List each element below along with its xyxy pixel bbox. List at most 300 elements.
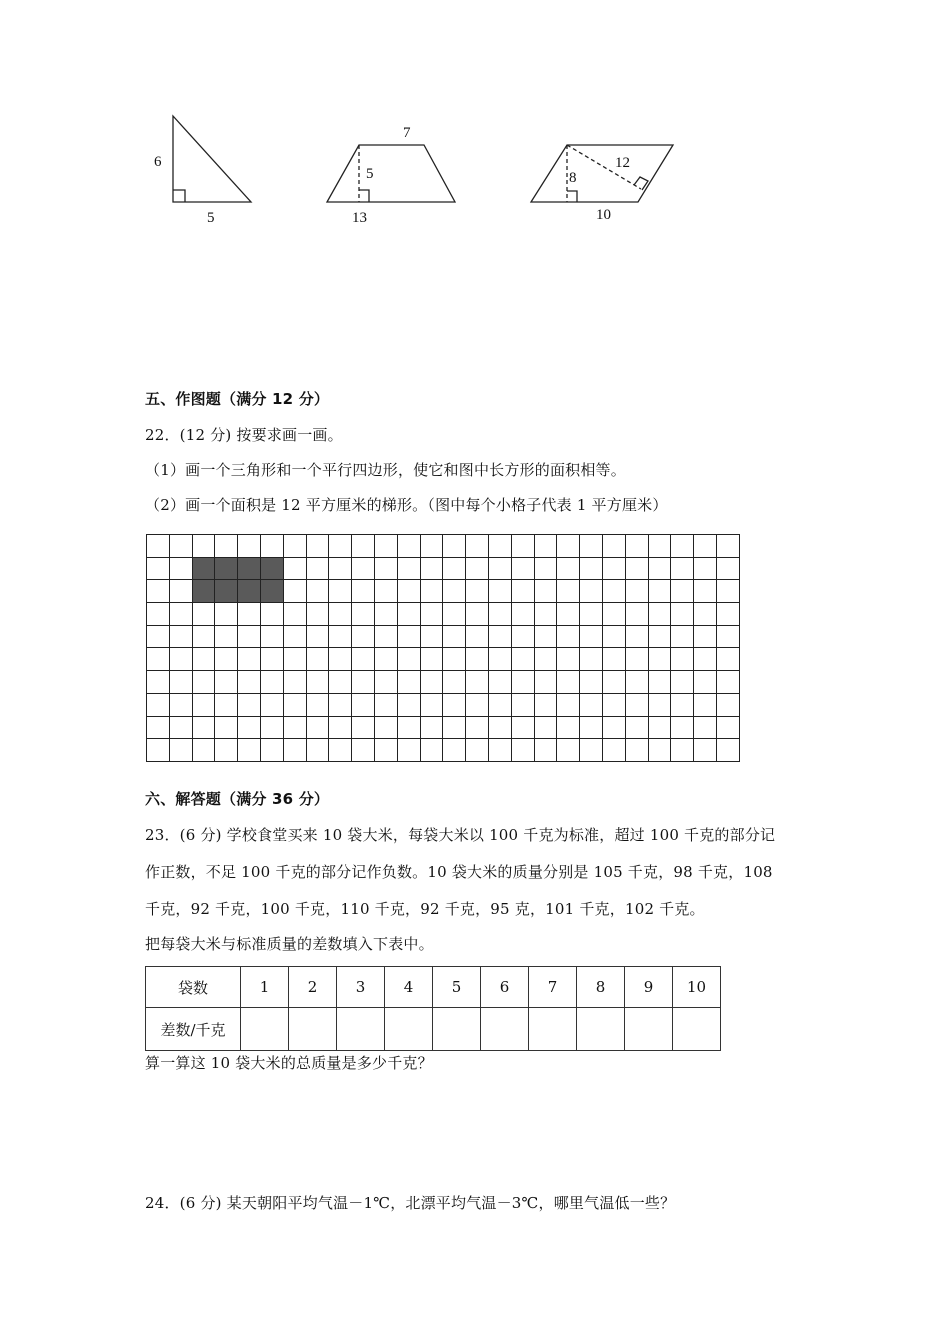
grid-cell[interactable] (352, 717, 375, 740)
q22-part1: （1）画一个三角形和一个平行四边形，使它和图中长方形的面积相等。 (145, 461, 626, 479)
grid-cell[interactable] (147, 648, 170, 671)
grid-cell[interactable] (193, 626, 216, 649)
grid-cell[interactable] (649, 535, 672, 558)
grid-cell[interactable] (466, 694, 489, 717)
grid-cell[interactable] (466, 603, 489, 626)
table-row-difference (146, 1008, 721, 1051)
grid-cell[interactable] (329, 626, 352, 649)
shaded-rectangle-cell[interactable] (215, 580, 238, 603)
grid-cell[interactable] (512, 739, 535, 762)
grid-cell[interactable] (421, 739, 444, 762)
grid-cell[interactable] (170, 603, 193, 626)
grid-cell[interactable] (535, 694, 558, 717)
grid-cell[interactable] (626, 717, 649, 740)
triangle-height-label: 6 (154, 154, 162, 170)
parallelogram-figure (531, 145, 673, 202)
grid-cell[interactable] (352, 603, 375, 626)
grid-cell[interactable] (352, 648, 375, 671)
grid-cell[interactable] (535, 626, 558, 649)
grid-cell[interactable] (512, 535, 535, 558)
grid-cell[interactable] (307, 648, 330, 671)
answer-cell-10[interactable] (673, 1008, 721, 1051)
grid-cell[interactable] (580, 580, 603, 603)
grid-cell[interactable] (398, 671, 421, 694)
grid-cell[interactable] (717, 671, 740, 694)
grid-cell[interactable] (329, 671, 352, 694)
grid-cell[interactable] (375, 535, 398, 558)
geometry-figures (0, 0, 950, 240)
answer-cell-1[interactable] (241, 1008, 289, 1051)
grid-cell[interactable] (307, 626, 330, 649)
grid-cell[interactable] (398, 717, 421, 740)
grid-cell[interactable] (284, 535, 307, 558)
answer-cell-5[interactable] (433, 1008, 481, 1051)
grid-cell[interactable] (170, 717, 193, 740)
answer-cell-2[interactable] (289, 1008, 337, 1051)
grid-cell[interactable] (649, 739, 672, 762)
grid-cell[interactable] (489, 558, 512, 581)
section6-heading: 六、解答题（满分 36 分） (145, 790, 330, 808)
grid-cell[interactable] (170, 558, 193, 581)
grid-cell[interactable] (421, 580, 444, 603)
grid-cell[interactable] (147, 626, 170, 649)
grid-cell[interactable] (147, 580, 170, 603)
grid-cell[interactable] (261, 694, 284, 717)
grid-cell[interactable] (398, 739, 421, 762)
grid-cell[interactable] (215, 535, 238, 558)
grid-cell[interactable] (170, 626, 193, 649)
grid-cell[interactable] (603, 671, 626, 694)
grid-cell[interactable] (649, 580, 672, 603)
grid-cell[interactable] (443, 535, 466, 558)
grid-cell[interactable] (443, 648, 466, 671)
grid-cell[interactable] (193, 648, 216, 671)
grid-cell[interactable] (557, 671, 580, 694)
grid-cell[interactable] (352, 535, 375, 558)
grid-cell[interactable] (671, 717, 694, 740)
grid-cell[interactable] (193, 535, 216, 558)
grid-cell[interactable] (170, 739, 193, 762)
grid-cell[interactable] (398, 535, 421, 558)
parallelogram-base-label: 10 (596, 207, 611, 223)
table-header-difference: 差数/千克 (146, 1008, 241, 1051)
grid-cell[interactable] (717, 648, 740, 671)
grid-cell[interactable] (671, 671, 694, 694)
table-row-bag-number (146, 967, 721, 1008)
grid-cell[interactable] (717, 694, 740, 717)
grid-cell[interactable] (603, 535, 626, 558)
grid-cell[interactable] (489, 648, 512, 671)
q23-question: 算一算这 10 袋大米的总质量是多少千克？ (145, 1054, 433, 1072)
grid-cell[interactable] (466, 717, 489, 740)
grid-cell[interactable] (535, 648, 558, 671)
q23-instruction: 把每袋大米与标准质量的差数填入下表中。 (145, 935, 434, 953)
grid-cell[interactable] (193, 603, 216, 626)
grid-cell[interactable] (626, 580, 649, 603)
grid-cell[interactable] (489, 603, 512, 626)
grid-cell[interactable] (421, 671, 444, 694)
grid-cell[interactable] (443, 580, 466, 603)
grid-cell[interactable] (580, 671, 603, 694)
grid-cell[interactable] (375, 717, 398, 740)
grid-cell[interactable] (352, 580, 375, 603)
answer-cell-3[interactable] (337, 1008, 385, 1051)
grid-cell[interactable] (307, 535, 330, 558)
grid-cell[interactable] (238, 603, 261, 626)
grid-cell[interactable] (147, 671, 170, 694)
grid-cell[interactable] (329, 717, 352, 740)
grid-cell[interactable] (375, 603, 398, 626)
grid-cell[interactable] (512, 671, 535, 694)
grid-cell[interactable] (717, 739, 740, 762)
grid-cell[interactable] (443, 558, 466, 581)
grid-cell[interactable] (352, 739, 375, 762)
grid-cell[interactable] (649, 626, 672, 649)
grid-cell[interactable] (375, 694, 398, 717)
grid-cell[interactable] (626, 739, 649, 762)
difference-table (145, 966, 721, 1051)
grid-cell[interactable] (626, 603, 649, 626)
grid-cell[interactable] (238, 626, 261, 649)
grid-cell[interactable] (603, 580, 626, 603)
grid-cell[interactable] (649, 558, 672, 581)
grid-cell[interactable] (375, 626, 398, 649)
grid-cell[interactable] (329, 603, 352, 626)
grid-cell[interactable] (421, 603, 444, 626)
grid-cell[interactable] (535, 580, 558, 603)
grid-cell[interactable] (512, 558, 535, 581)
grid-cell[interactable] (694, 648, 717, 671)
grid-cell[interactable] (671, 580, 694, 603)
grid-cell[interactable] (466, 558, 489, 581)
grid-cell[interactable] (694, 558, 717, 581)
grid-cell[interactable] (329, 739, 352, 762)
grid-cell[interactable] (671, 739, 694, 762)
grid-cell[interactable] (352, 671, 375, 694)
grid-cell[interactable] (443, 694, 466, 717)
grid-cell[interactable] (512, 648, 535, 671)
grid-cell[interactable] (694, 717, 717, 740)
grid-cell[interactable] (215, 671, 238, 694)
grid-cell[interactable] (443, 671, 466, 694)
grid-cell[interactable] (193, 671, 216, 694)
grid-cell[interactable] (375, 580, 398, 603)
grid-cell[interactable] (580, 626, 603, 649)
table-col-7: 7 (529, 967, 577, 1008)
grid-cell[interactable] (261, 603, 284, 626)
grid-cell[interactable] (489, 535, 512, 558)
grid-cell[interactable] (238, 535, 261, 558)
grid-cell[interactable] (580, 739, 603, 762)
grid-cell[interactable] (489, 580, 512, 603)
grid-cell[interactable] (535, 535, 558, 558)
grid-cell[interactable] (580, 717, 603, 740)
grid-cell[interactable] (147, 603, 170, 626)
grid-cell[interactable] (421, 694, 444, 717)
grid-cell[interactable] (421, 626, 444, 649)
grid-cell[interactable] (626, 626, 649, 649)
answer-cell-4[interactable] (385, 1008, 433, 1051)
grid-cell[interactable] (215, 717, 238, 740)
grid-cell[interactable] (284, 626, 307, 649)
grid-cell[interactable] (557, 694, 580, 717)
trapezoid-bottom-label: 13 (352, 210, 367, 226)
grid-cell[interactable] (284, 558, 307, 581)
grid-cell[interactable] (170, 671, 193, 694)
grid-cell[interactable] (466, 739, 489, 762)
grid-cell[interactable] (512, 603, 535, 626)
grid-cell[interactable] (238, 648, 261, 671)
grid-cell[interactable] (649, 603, 672, 626)
shaded-rectangle-cell[interactable] (238, 580, 261, 603)
grid-cell[interactable] (421, 717, 444, 740)
drawing-grid[interactable] (146, 534, 740, 762)
grid-cell[interactable] (421, 535, 444, 558)
grid-cell[interactable] (649, 648, 672, 671)
grid-cell[interactable] (284, 580, 307, 603)
grid-cell[interactable] (535, 717, 558, 740)
shaded-rectangle-cell[interactable] (238, 558, 261, 581)
grid-cell[interactable] (443, 603, 466, 626)
answer-cell-9[interactable] (625, 1008, 673, 1051)
grid-cell[interactable] (307, 694, 330, 717)
grid-cell[interactable] (284, 694, 307, 717)
grid-cell[interactable] (671, 648, 694, 671)
grid-cell[interactable] (443, 626, 466, 649)
grid-cell[interactable] (557, 603, 580, 626)
grid-cell[interactable] (717, 558, 740, 581)
grid-cell[interactable] (261, 671, 284, 694)
grid-cell[interactable] (398, 603, 421, 626)
grid-cell[interactable] (193, 717, 216, 740)
grid-cell[interactable] (307, 717, 330, 740)
shaded-rectangle-cell[interactable] (193, 558, 216, 581)
grid-cell[interactable] (284, 671, 307, 694)
grid-cell[interactable] (307, 671, 330, 694)
grid-cell[interactable] (717, 535, 740, 558)
grid-cell[interactable] (694, 739, 717, 762)
grid-cell[interactable] (375, 671, 398, 694)
grid-cell[interactable] (535, 671, 558, 694)
trapezoid-top-label: 7 (403, 125, 411, 141)
grid-cell[interactable] (170, 694, 193, 717)
grid-cell[interactable] (580, 535, 603, 558)
grid-cell[interactable] (398, 648, 421, 671)
parallelogram-altitude-label: 12 (615, 155, 630, 171)
grid-cell[interactable] (352, 558, 375, 581)
table-col-8: 8 (577, 967, 625, 1008)
grid-cell[interactable] (329, 694, 352, 717)
grid-cell[interactable] (694, 671, 717, 694)
shaded-rectangle-cell[interactable] (261, 580, 284, 603)
grid-cell[interactable] (398, 580, 421, 603)
grid-cell[interactable] (489, 671, 512, 694)
grid-cell[interactable] (421, 648, 444, 671)
grid-cell[interactable] (284, 603, 307, 626)
grid-cell[interactable] (398, 694, 421, 717)
grid-cell[interactable] (603, 694, 626, 717)
grid-cell[interactable] (671, 694, 694, 717)
grid-cell[interactable] (215, 739, 238, 762)
grid-cell[interactable] (375, 558, 398, 581)
table-col-3: 3 (337, 967, 385, 1008)
grid-cell[interactable] (443, 717, 466, 740)
grid-cell[interactable] (694, 535, 717, 558)
grid-cell[interactable] (329, 535, 352, 558)
grid-cell[interactable] (671, 626, 694, 649)
grid-cell[interactable] (398, 626, 421, 649)
grid-cell[interactable] (694, 694, 717, 717)
grid-cell[interactable] (284, 717, 307, 740)
right-triangle-figure (173, 116, 251, 202)
grid-cell[interactable] (580, 603, 603, 626)
q23-line2: 作正数，不足 100 千克的部分记作负数。10 袋大米的质量分别是 105 千克，98 千克，108 (145, 863, 773, 881)
grid-cell[interactable] (284, 739, 307, 762)
grid-cell[interactable] (489, 626, 512, 649)
section5-heading: 五、作图题（满分 12 分） (145, 390, 330, 408)
grid-cell[interactable] (466, 671, 489, 694)
grid-cell[interactable] (238, 739, 261, 762)
grid-cell[interactable] (421, 558, 444, 581)
grid-cell[interactable] (147, 739, 170, 762)
grid-cell[interactable] (649, 694, 672, 717)
grid-cell[interactable] (170, 580, 193, 603)
grid-cell[interactable] (170, 535, 193, 558)
grid-cell[interactable] (512, 717, 535, 740)
grid-cell[interactable] (603, 626, 626, 649)
grid-cell[interactable] (238, 717, 261, 740)
grid-cell[interactable] (147, 535, 170, 558)
q22-part2: （2）画一个面积是 12 平方厘米的梯形。（图中每个小格子代表 1 平方厘米） (145, 496, 668, 514)
grid-cell[interactable] (466, 580, 489, 603)
grid-cell[interactable] (535, 558, 558, 581)
grid-cell[interactable] (535, 603, 558, 626)
grid-cell[interactable] (626, 558, 649, 581)
grid-cell[interactable] (626, 671, 649, 694)
grid-cell[interactable] (649, 717, 672, 740)
grid-cell[interactable] (671, 558, 694, 581)
grid-cell[interactable] (512, 580, 535, 603)
grid-cell[interactable] (307, 603, 330, 626)
grid-cell[interactable] (307, 739, 330, 762)
grid-cell[interactable] (580, 694, 603, 717)
grid-cell[interactable] (626, 648, 649, 671)
table-col-2: 2 (289, 967, 337, 1008)
grid-cell[interactable] (489, 717, 512, 740)
grid-cell[interactable] (512, 694, 535, 717)
trapezoid-height-label: 5 (366, 166, 374, 182)
grid-cell[interactable] (557, 626, 580, 649)
grid-cell[interactable] (671, 603, 694, 626)
table-col-9: 9 (625, 967, 673, 1008)
grid-cell[interactable] (215, 648, 238, 671)
grid-cell[interactable] (649, 671, 672, 694)
grid-cell[interactable] (717, 717, 740, 740)
grid-cell[interactable] (170, 648, 193, 671)
grid-cell[interactable] (284, 648, 307, 671)
grid-cell[interactable] (557, 535, 580, 558)
answer-cell-8[interactable] (577, 1008, 625, 1051)
grid-cell[interactable] (466, 535, 489, 558)
answer-cell-6[interactable] (481, 1008, 529, 1051)
grid-cell[interactable] (261, 535, 284, 558)
grid-cell[interactable] (717, 580, 740, 603)
parallelogram-height-label: 8 (569, 170, 577, 186)
shaded-rectangle-cell[interactable] (215, 558, 238, 581)
grid-cell[interactable] (603, 603, 626, 626)
grid-cell[interactable] (603, 739, 626, 762)
grid-cell[interactable] (329, 580, 352, 603)
grid-cell[interactable] (694, 580, 717, 603)
answer-cell-7[interactable] (529, 1008, 577, 1051)
grid-cell[interactable] (238, 671, 261, 694)
grid-cell[interactable] (557, 717, 580, 740)
grid-cell[interactable] (694, 603, 717, 626)
grid-cell[interactable] (261, 626, 284, 649)
grid-cell[interactable] (466, 626, 489, 649)
grid-cell[interactable] (626, 694, 649, 717)
triangle-base-label: 5 (207, 210, 215, 226)
grid-cell[interactable] (671, 535, 694, 558)
grid-cell[interactable] (694, 626, 717, 649)
grid-cell[interactable] (717, 626, 740, 649)
grid-cell[interactable] (489, 694, 512, 717)
q23-line3: 千克，92 千克，100 千克，110 千克，92 千克，95 克，101 千克，102 千克。 (145, 900, 705, 918)
grid-cell[interactable] (375, 739, 398, 762)
grid-cell[interactable] (307, 580, 330, 603)
grid-cell[interactable] (603, 717, 626, 740)
grid-cell[interactable] (193, 739, 216, 762)
grid-cell[interactable] (557, 558, 580, 581)
grid-cell[interactable] (329, 648, 352, 671)
grid-cell[interactable] (557, 580, 580, 603)
grid-cell[interactable] (398, 558, 421, 581)
grid-cell[interactable] (512, 626, 535, 649)
shaded-rectangle-cell[interactable] (261, 558, 284, 581)
grid-cell[interactable] (603, 558, 626, 581)
grid-cell[interactable] (603, 648, 626, 671)
grid-cell[interactable] (193, 694, 216, 717)
grid-cell[interactable] (329, 558, 352, 581)
grid-cell[interactable] (375, 648, 398, 671)
grid-cell[interactable] (215, 626, 238, 649)
grid-cell[interactable] (307, 558, 330, 581)
grid-cell[interactable] (261, 739, 284, 762)
grid-cell[interactable] (443, 739, 466, 762)
grid-cell[interactable] (352, 694, 375, 717)
grid-cell[interactable] (535, 739, 558, 762)
grid-cell[interactable] (238, 694, 261, 717)
grid-cell[interactable] (557, 739, 580, 762)
grid-cell[interactable] (147, 717, 170, 740)
grid-cell[interactable] (580, 648, 603, 671)
grid-cell[interactable] (580, 558, 603, 581)
grid-cell[interactable] (215, 603, 238, 626)
grid-cell[interactable] (717, 603, 740, 626)
q22-title: 22．(12 分) 按要求画一画。 (145, 426, 343, 444)
grid-cell[interactable] (557, 648, 580, 671)
grid-cell[interactable] (147, 694, 170, 717)
grid-cell[interactable] (215, 694, 238, 717)
shaded-rectangle-cell[interactable] (193, 580, 216, 603)
grid-cell[interactable] (626, 535, 649, 558)
grid-cell[interactable] (261, 648, 284, 671)
grid-cell[interactable] (261, 717, 284, 740)
grid-cell[interactable] (147, 558, 170, 581)
grid-cell[interactable] (352, 626, 375, 649)
grid-cell[interactable] (466, 648, 489, 671)
grid-cell[interactable] (489, 739, 512, 762)
